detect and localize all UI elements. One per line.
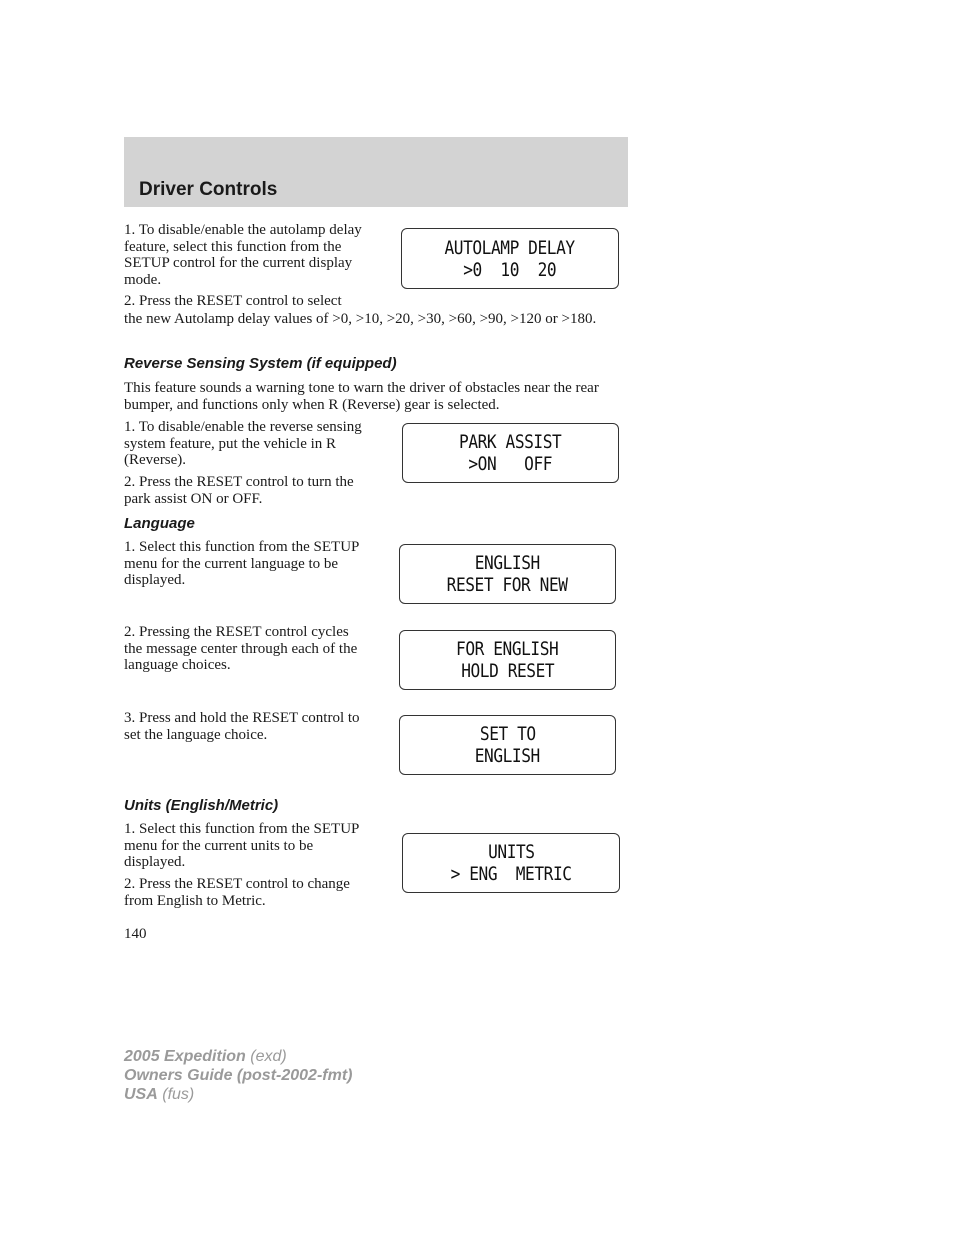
- reverse-sensing-step-1: 1. To disable/enable the reverse sensing system feature, put the vehicle in R (Reverse).: [124, 419, 362, 468]
- language-display-english: [399, 544, 616, 604]
- footer-model: 2005 Expedition: [124, 1048, 246, 1065]
- units-display: [402, 833, 620, 893]
- footer-market-code: (fus): [162, 1086, 195, 1103]
- units-step-2: 2. Press the RESET control to change from English to Metric.: [124, 876, 350, 909]
- display-line-1: PARK ASSIST: [459, 431, 562, 453]
- language-heading: Language: [124, 515, 195, 532]
- display-line-2: >ON OFF: [468, 453, 553, 475]
- display-line-2: RESET FOR NEW: [447, 574, 568, 596]
- footer-line-2: [124, 1066, 352, 1085]
- language-step-1: 1. Select this function from the SETUP menu for the current language to be displayed.: [124, 539, 359, 588]
- footer-model-code: (exd): [250, 1048, 287, 1065]
- page-number: 140: [124, 926, 147, 942]
- reverse-sensing-heading: Reverse Sensing System (if equipped): [124, 355, 397, 372]
- language-step-2: 2. Pressing the RESET control cycles the message center through each of the language choices.: [124, 624, 358, 673]
- display-line-1: ENGLISH: [474, 552, 541, 574]
- footer-market: USA: [124, 1086, 158, 1103]
- display-line-1: UNITS: [487, 841, 535, 863]
- autolamp-step-2-start: 2. Press the RESET control to select: [124, 293, 342, 309]
- display-line-1: AUTOLAMP DELAY: [444, 236, 576, 259]
- display-line-1: SET TO: [479, 723, 536, 745]
- footer-line-3: [124, 1085, 352, 1104]
- section-title: Driver Controls: [139, 179, 278, 200]
- reverse-sensing-intro: This feature sounds a warning tone to warn the driver of obstacles near the rear bumper, and functions only when R (Reverse) gear is selected.: [124, 380, 599, 413]
- autolamp-step-1: 1. To disable/enable the autolamp delay feature, select this function from the SETUP control for the current display mode.: [124, 222, 362, 288]
- footer-guide: Owners Guide (post-2002-fmt): [124, 1067, 353, 1084]
- autolamp-step-2-end: the new Autolamp delay values of >0, >10, >20, >30, >60, >90, >120 or >180.: [124, 311, 597, 327]
- language-display-hold-reset: [399, 630, 616, 690]
- display-line-2: ENGLISH: [474, 745, 541, 767]
- units-step-1: 1. Select this function from the SETUP menu for the current units to be displayed.: [124, 821, 359, 870]
- units-heading: Units (English/Metric): [124, 797, 279, 814]
- reverse-sensing-step-2: 2. Press the RESET control to turn the park assist ON or OFF.: [124, 474, 354, 507]
- section-header-band: [124, 137, 628, 207]
- language-step-3: 3. Press and hold the RESET control to set the language choice.: [124, 710, 360, 743]
- display-line-2: > ENG METRIC: [450, 863, 572, 885]
- display-line-1: FOR ENGLISH: [456, 638, 559, 660]
- park-assist-display: [402, 423, 619, 483]
- document-footer: [124, 1047, 352, 1104]
- language-display-set-to: [399, 715, 616, 775]
- display-line-2: HOLD RESET: [461, 660, 554, 682]
- autolamp-delay-display: [401, 228, 619, 289]
- display-line-2: >0 10 20: [463, 258, 557, 281]
- footer-line-1: [124, 1047, 352, 1066]
